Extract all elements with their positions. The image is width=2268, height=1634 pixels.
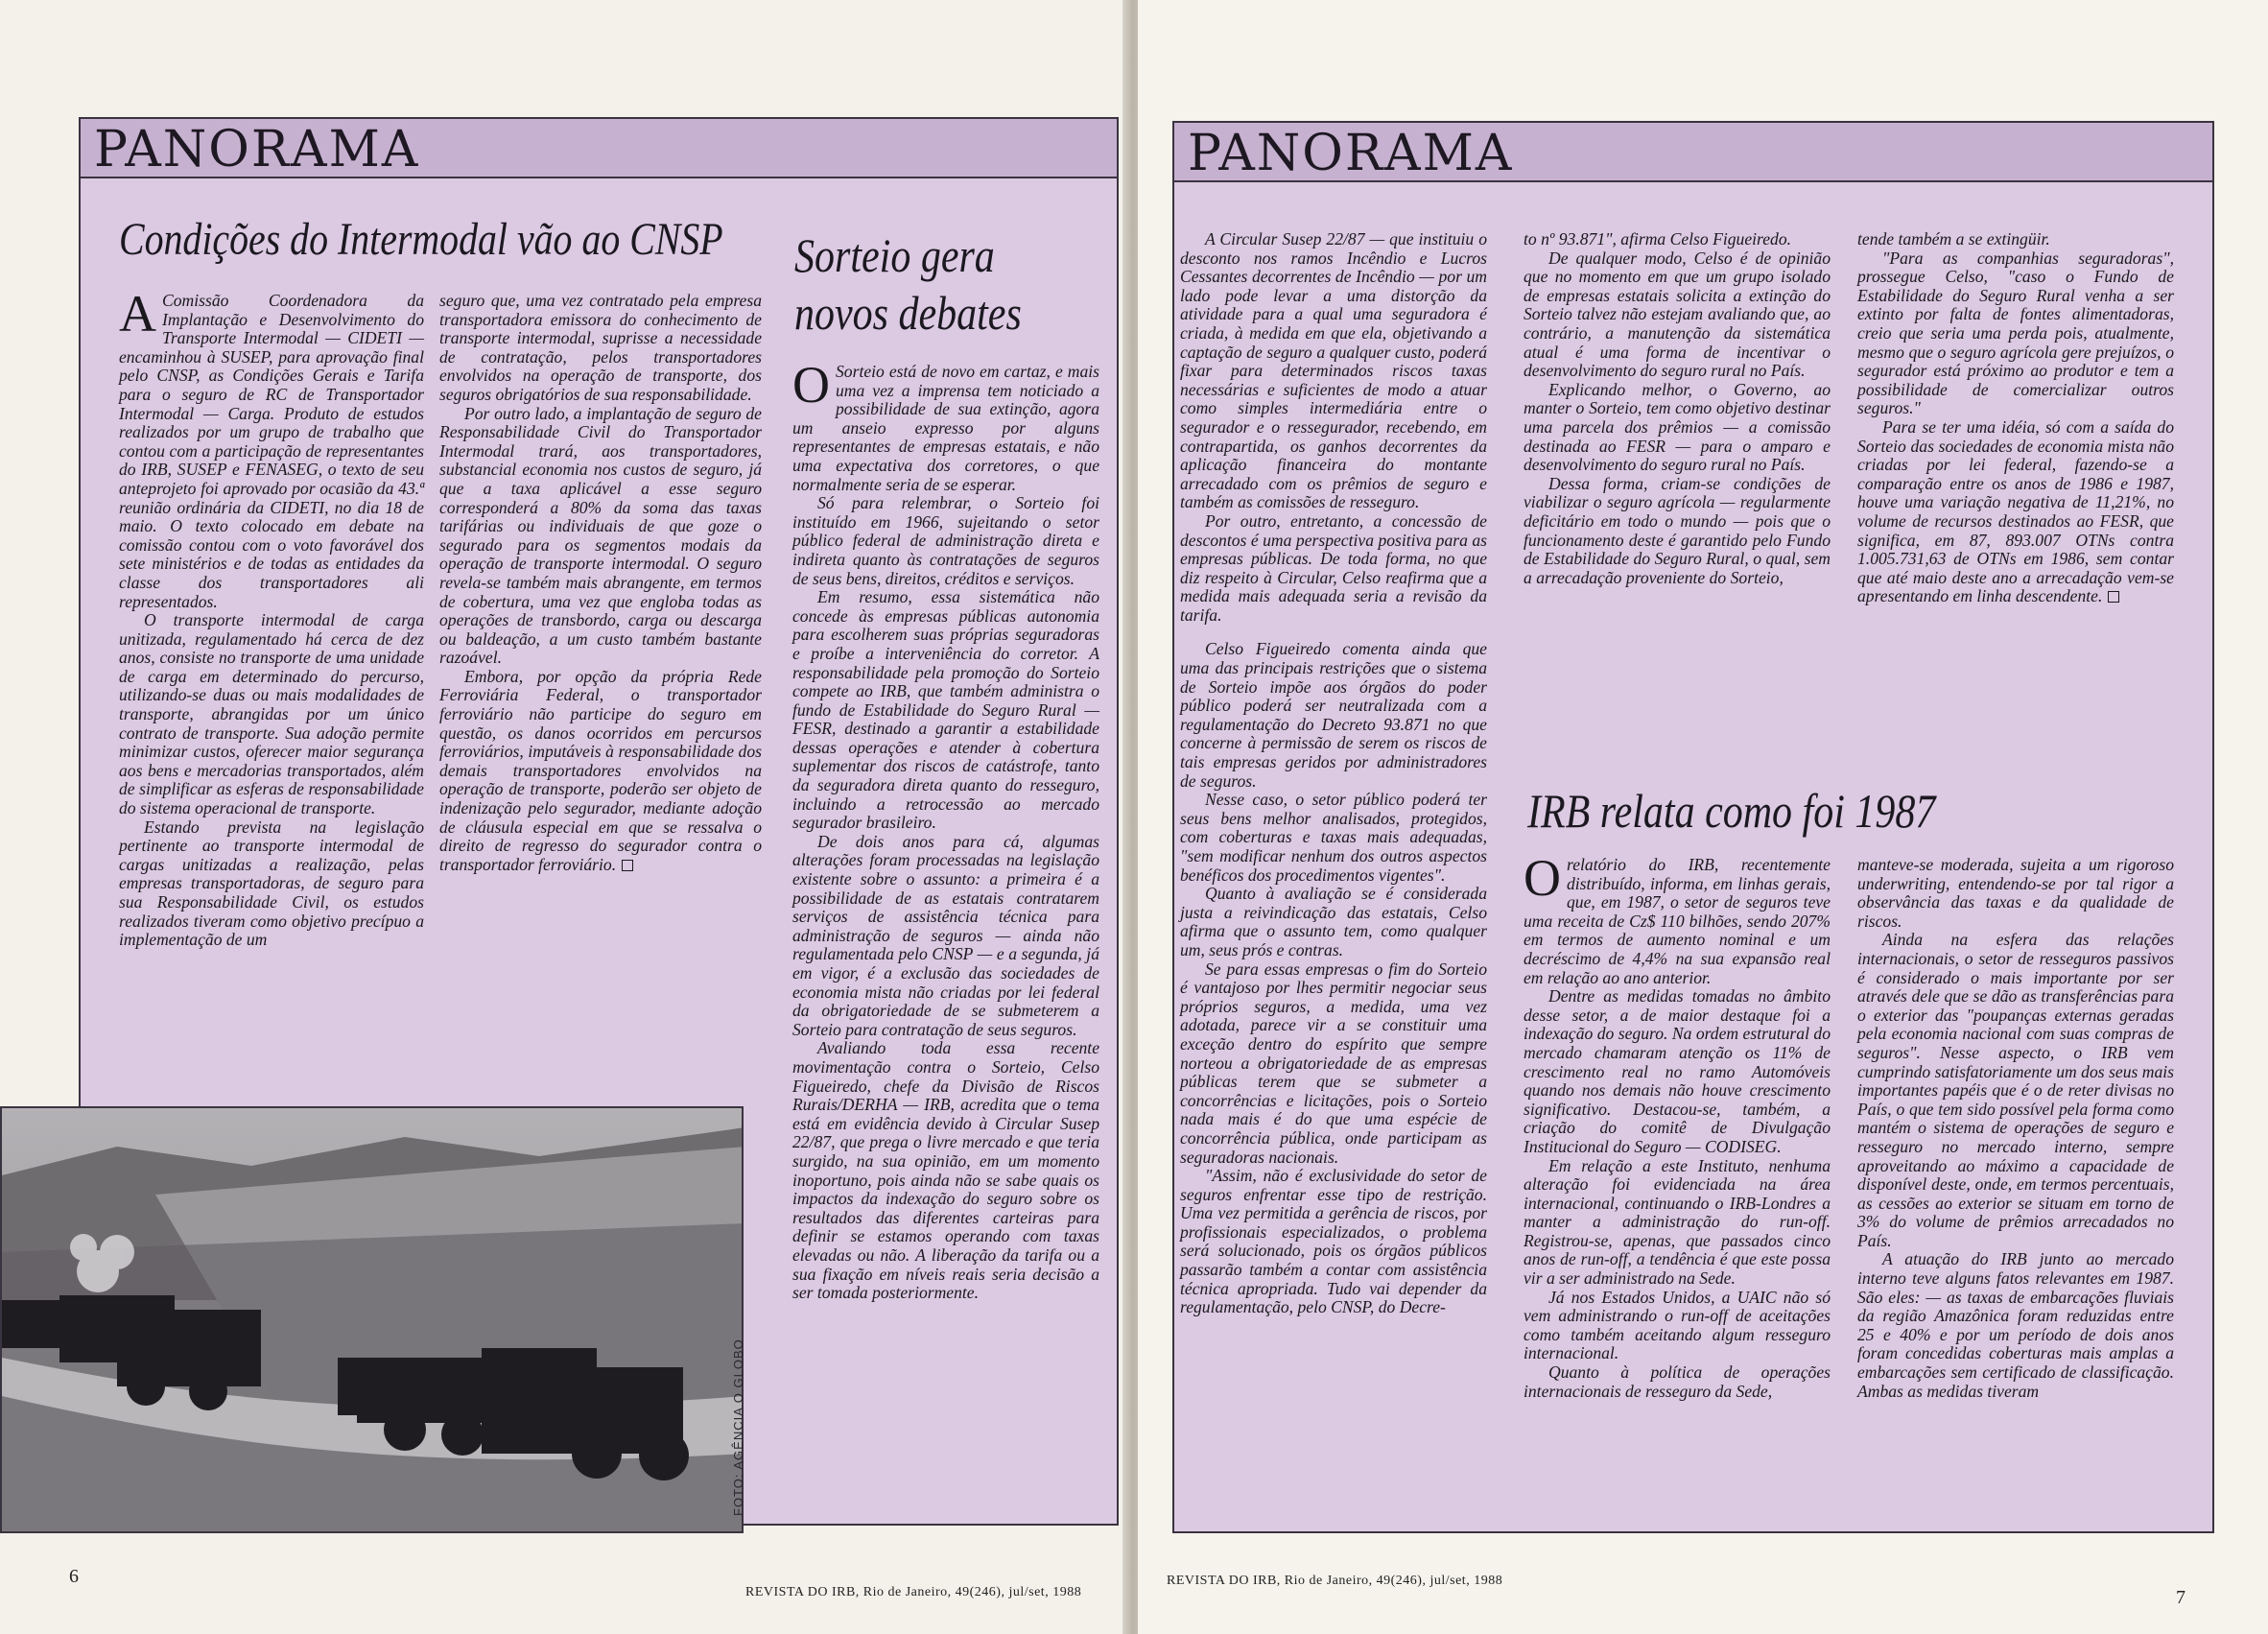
right-column-1 — [1180, 230, 1487, 1317]
end-of-article-mark — [622, 860, 633, 871]
paragraph: Avaliando toda essa recente movimentação contra o Sorteio, Celso Figueiredo, chefe da Divisão de Riscos Rurais/DERHA — IRB, acredita que o tema está em evidência devido à Circular Susep 22/87, que prega o livre mercado e que teria surgido, na sua opinião, em um momento inoportuno, pois ainda não se sabe quais os impactos da indexação do seguro sobre os resultados das diferentes carteiras para definir se estamos operando com taxas elevadas ou não. A liberação da tarifa ou a sua fixação em níveis reais seria decisão a ser tomada posteriormente. — [792, 1038, 1099, 1303]
right-column-2 — [1524, 230, 1831, 587]
article3-column-1 — [1524, 849, 1831, 1401]
article1-column-1 — [119, 285, 424, 950]
paragraph: Dentre as medidas tomadas no âmbito desse setor, a de maior destaque foi a indexação do seguro. Na ordem estrutural do mercado chamaram atenção os 11% de crescimento real no ramo Automóveis quando nos demais não houve crescimento significativo. Destacou-se, também, a criação do comitê de Divulgação Institucional do Seguro — CODISEG. — [1524, 986, 1831, 1156]
dropcap: O — [792, 356, 830, 414]
left-page — [0, 0, 1130, 1634]
paragraph: Embora, por opção da própria Rede Ferroviária Federal, o transportador ferroviário não participe do seguro em questão, os danos ocorridos em percursos ferroviários, imputáveis à responsabilidade dos demais transportadores envolvidos na operação de transporte, poderão ser objeto de indenização pelo segurador, mediante adoção de cláusula especial em que se ressalva o direito de regresso do segurador contra o transportador ferroviário. — [439, 666, 762, 874]
paragraph: A Circular Susep 22/87 — que instituiu o desconto nos ramos Incêndio e Lucros Cessantes decorrentes de Incêndio — por um lado pode levar a uma distorção da atividade para a qual uma seguradora é criada, à medida em que ela, objetivando a captação de seguro a qualquer custo, poderá fixar para determinados riscos taxas necessárias e suficientes de modo a atuar como simples intermediária entre o segurador e o ressegurador, recebendo, em contrapartida, os ganhos decorrentes da aplicação financeira do montante arrecadado com os prêmios de seguro e também as comissões de resseguro. — [1180, 229, 1487, 512]
paragraph: Se para essas empresas o fim do Sorteio é vantajoso por lhes permitir negociar seus próprios seguros, a medida, uma vez adotada, parece vir a se constituir uma exceção dentro do espírito que sempre norteou a obrigatoriedade de as empresas públicas terem que se submeter a concorrências e licitações, pois o Sorteio nada mais é do que uma espécie de concorrência pública, onde participam as seguradoras nacionais. — [1180, 959, 1487, 1167]
article-title-intermodal: Condições do Intermodal vão ao CNSP — [119, 214, 723, 265]
paragraph: Quanto à avaliação se é considerada justa a reivindicação das estatais, Celso afirma que o assunto tem, como qualquer um, seus prós e contras. — [1180, 884, 1487, 959]
article2-column — [792, 356, 1099, 1303]
section-banner — [1174, 123, 2212, 182]
paragraph: Já nos Estados Unidos, a UAIC não só vem administrando o run-off de aceitações como também aceitando algum resseguro internacional. — [1524, 1287, 1831, 1363]
paragraph: relatório do IRB, recentemente distribuído, informa, em linhas gerais, que, em 1987, o setor de seguros teve uma receita de Cz$ 110 bilhões, sendo 207% em termos de aumento nominal e um decréscimo de 4,4% na sua expansão real em relação ao ano anterior. — [1524, 855, 1831, 987]
paragraph: manteve-se moderada, sujeita a um rigoroso underwriting, entendendo-se por tal rigor a observância das taxas e da qualidade de riscos. — [1857, 855, 2174, 931]
paragraph: Comissão Coordenadora da Implantação e Desenvolvimento do Transporte Intermodal — CIDETI — encaminhou à SUSEP, para aprovação final pelo CNSP, as Condições Gerais e Tarifa para o seguro de RC de Transportador Intermodal — Carga. Produto de estudos realizados por um grupo de trabalho que contou com a participação de representantes do IRB, SUSEP e FENASEG, o texto de seu anteprojeto foi aprovado por ocasião da 43.ª reunião ordinária da CIDETI, no dia 18 de maio. O texto colocado em debate na comissão contou com o voto favorável dos sete ministérios e de todas as entidades da classe dos transportadores ali representados. — [119, 291, 424, 611]
paragraph: Por outro lado, a implantação de seguro de Responsabilidade Civil do Transportador Intermodal trará, aos transportadores, substancial economia nos custos de seguro, já que a taxa aplicável a esse seguro corresponderá a 80% da soma das taxas tarifárias ou individuais de que goze o segurado para os segmentos modais da operação de transporte intermodal. O seguro revela-se também mais abrangente, em termos de cobertura, uma vez que engloba todas as operações de transbordo, carga ou descarga ou baldeação, a um custo também bastante razoável. — [439, 403, 762, 668]
page-footer: REVISTA DO IRB, Rio de Janeiro, 49(246), jul/set, 1988 — [1167, 1574, 1503, 1588]
paragraph: "Assim, não é exclusividade do setor de seguros enfrentar esse tipo de restrição. Uma vez permitida a gerência de riscos, por profissionais especializados, o problema será solucionado, pois os órgãos públicos passarão também a contar com assistência técnica apropriada. Tudo vai depender da regulamentação, pelo CNSP, do Decre- — [1180, 1166, 1487, 1317]
right-page — [1138, 0, 2268, 1634]
paragraph: De qualquer modo, Celso é de opinião que no momento em que um grupo isolado de empresas estatais solicita a extinção do Sorteio talvez não estejam avaliando que, ao contrário, a manutenção da sistemática atual é uma forma de incentivar o desenvolvimento do seguro rural no País. — [1524, 248, 1831, 381]
paragraph: Quanto à política de operações internacionais de resseguro da Sede, — [1524, 1362, 1831, 1401]
paragraph: Estando prevista na legislação pertinente ao transporte intermodal de cargas unitizadas a realização, pelas empresas transportadoras, de seguro para sua Responsabilidade Civil, os estudos realizados tiveram como objetivo precípuo a implementação de um — [119, 817, 424, 950]
paragraph: Em resumo, essa sistemática não concede às empresas públicas autonomia para escolherem suas próprias seguradoras e proíbe a interveniência do corretor. A responsabilidade pela promoção do Sorteio compete ao IRB, que também administra o fundo de Estabilidade do Seguro Rural — FESR, destinado a garantir a estabilidade dessas operações e atender à cobertura suplementar dos riscos de catástrofe, tanto da seguradora direta quanto do resseguro, incluindo a retrocessão ao mercado segurador brasileiro. — [792, 587, 1099, 833]
section-banner — [81, 119, 1117, 178]
page-footer: REVISTA DO IRB, Rio de Janeiro, 49(246), jul/set, 1988 — [745, 1585, 1082, 1599]
paragraph: O transporte intermodal de carga unitizada, regulamentado há cerca de dez anos, consiste no transporte de uma unidade de carga em determinado do percurso, utilizando-se duas ou mais modalidades de transporte, abrangidas por um único contrato de transporte. Sua adoção permite minimizar custos, oferecer maior segurança aos bens e mercadorias transportados, além de simplificar as esferas de responsabilidade do sistema operacional de transporte. — [119, 610, 424, 818]
paragraph: Em relação a este Instituto, nenhuma alteração foi evidenciada na área internacional, continuando o IRB-Londres a manter a administração do run-off. Registrou-se, apenas, que passados cinco anos de run-off, a tendência é que este possa vir a ser administrado na Sede. — [1524, 1155, 1831, 1289]
paragraph: A atuação do IRB junto ao mercado interno teve alguns fatos relevantes em 1987. São eles: — as taxas de embarcações fluviais da região Amazônica foram reduzidas entre 25 e 40% e por um período de dois anos foram concedidas coberturas mais amplas a embarcações sem certificado de classificação. Ambas as medidas tiveram — [1857, 1249, 2174, 1401]
article3-column-2 — [1857, 856, 2174, 1401]
page-number: 7 — [2176, 1587, 2185, 1608]
truck-convoy-image — [2, 1108, 744, 1533]
article-title-irb-1987: IRB relata como foi 1987 — [1527, 784, 1936, 838]
article1-column-2 — [439, 292, 762, 874]
paragraph: Celso Figueiredo comenta ainda que uma das principais restrições que o sistema de Sorteio impõe aos órgãos do poder público poderá ser neutralizada com a regulamentação do Decreto 93.871 no que concerne à permissão de serem os riscos de tais empresas geridos por administradores de seguros. — [1180, 639, 1487, 791]
dropcap: A — [119, 285, 156, 343]
end-of-article-mark — [2108, 591, 2119, 603]
paragraph: tende também a se extingüir. — [1857, 229, 2050, 249]
paragraph: Por outro, entretanto, a concessão de descontos é uma perspectiva positiva para as empresas públicas. De toda forma, no que diz respeito à Circular, Celso reafirma que a medida mais adequada seria a revisão da tarifa. — [1180, 510, 1487, 625]
paragraph: Só para relembrar, o Sorteio foi instituído em 1966, sujeitando o setor público federal de administração direta e indireta quanto às contratações de seguros de seus bens, direitos, créditos e serviços. — [792, 493, 1099, 588]
paragraph: seguro que, uma vez contratado pela empresa transportadora emissora do conhecimento de transporte intermodal, suprisse a necessidade de contratação, pelos transportadores envolvidos na operação de transporte, dos seguros obrigatórios de sua responsabilidade. — [439, 291, 762, 404]
paragraph: De dois anos para cá, algumas alterações foram processadas na legislação existente sobre o assunto: a primeira é a possibilidade de as estatais contratarem serviços de assistência técnica para administração de seguros — ainda não regulamentada pelo CNSP — e a segunda, já em vigor, é a exclusão das sociedades de economia mista não criadas por lei federal da obrigatoriedade de se submeterem a Sorteio para contratação de seus seguros. — [792, 831, 1099, 1039]
photo-truck-convoy — [0, 1106, 744, 1533]
paragraph: Ainda na esfera das relações internacionais, o setor de resseguros passivos é considerado o mais importante por ser através dele que se dão as transferências para o exterior das "poupanças externas geradas pela economia nacional com suas compras de seguros". Nesse aspecto, o IRB vem cumprindo satisfatoriamente um dos seus mais importantes papéis que é o de reter divisas no País, o que tem sido possível pela forma como mantém o sistema de operações de seguro e resseguro no mercado interno, sempre aproveitando ao máximo a capacidade de disponível deste, onde, em termos percentuais, as cessões ao exterior se situam em torno de 3% do volume de prêmios arrecadados no País. — [1857, 930, 2174, 1250]
paragraph: Para se ter uma idéia, só com a saída do Sorteio das sociedades de economia mista não criadas por lei federal, fazendo-se a comparação entre os anos de 1986 e 1987, houve uma variação negativa de 11,21%, no volume de recursos destinados ao FESR, que significa, em 87, 893.007 OTNs contra 1.005.731,63 de OTNs em 1986, sem contar que até maio deste ano a arrecadação vem-se apresentando em linha descendente. — [1857, 416, 2174, 606]
section-title: PANORAMA — [1188, 125, 1514, 182]
paragraph: Explicando melhor, o Governo, ao manter o Sorteio, tem como objetivo destinar uma parcela dos prêmios — a comissão destinada ao FESR — para o amparo e desenvolvimento do seguro rural no País. — [1524, 379, 1831, 475]
photo-credit: FOTO: AGÊNCIA O GLOBO — [731, 1338, 745, 1516]
paragraph: Nesse caso, o setor público poderá ter seus bens melhor analisados, protegidos, com coberturas e taxas mais adequadas, "sem modificar nenhum dos outros aspectos benéficos dos procedimentos vigentes". — [1180, 790, 1487, 885]
right-column-3 — [1857, 230, 2174, 606]
paragraph: "Para as companhias seguradoras", prossegue Celso, "caso o Fundo de Estabilidade do Seguro Rural venha a ser extinto por falta de fontes alimentadoras, creio que seria uma perda pois, atualmente, mesmo que o seguro agrícola gere prejuízos, o segurador está próximo ao produtor e tem a possibilidade de comercializar outros seguros." — [1857, 248, 2174, 418]
section-title: PANORAMA — [94, 121, 420, 178]
paragraph: Dessa forma, criam-se condições de viabilizar o seguro agrícola — regularmente deficitário em todo o mundo — pois que o funcionamento deste é garantido pelo Fundo de Estabilidade do Seguro Rural, o qual, sem a arrecadação proveniente do Sorteio, — [1524, 473, 1831, 587]
paragraph: to nº 93.871", afirma Celso Figueiredo. — [1524, 229, 1792, 249]
paragraph: Sorteio está de novo em cartaz, e mais uma vez a imprensa tem noticiado a possibilidade de sua extinção, agora um anseio expresso por alguns representantes de empresas estatais, e não uma expectativa dos corretores, o que normalmente seria de se esperar. — [792, 362, 1099, 494]
article-title-sorteio: Sorteio gera novos debates — [794, 228, 1022, 340]
page-number: 6 — [69, 1566, 79, 1587]
dropcap: O — [1524, 849, 1561, 907]
